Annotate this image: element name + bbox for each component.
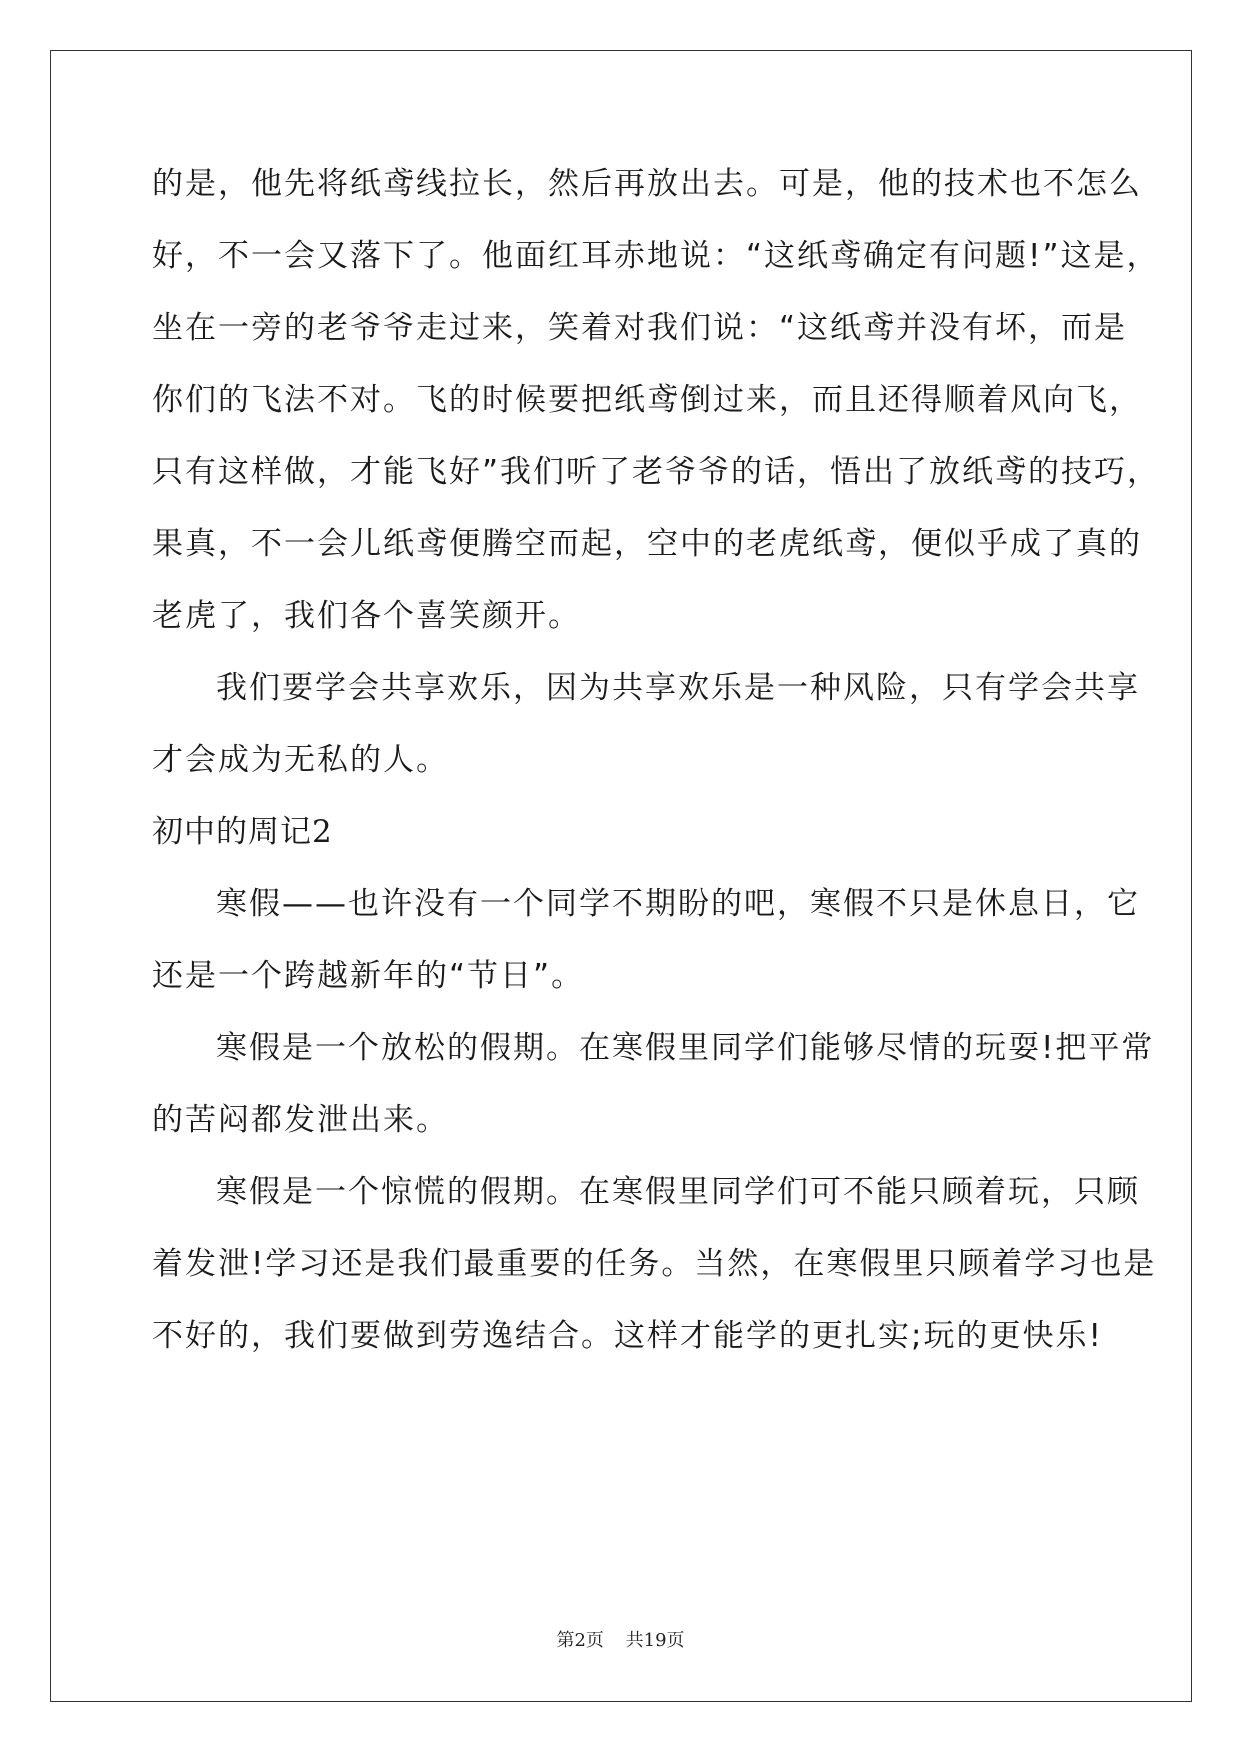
paragraph-line: 寒假是一个放松的假期。在寒假里同学们能够尽情的玩耍!把平常	[216, 1030, 1155, 1066]
paragraph-line: 不好的，我们要做到劳逸结合。这样才能学的更扎实;玩的更快乐!	[152, 1318, 1103, 1354]
section-heading: 初中的周记2	[152, 814, 333, 850]
paragraph-line: 着发泄!学习还是我们最重要的任务。当然，在寒假里只顾着学习也是	[152, 1246, 1157, 1282]
paragraph-line: 你们的飞法不对。飞的时候要把纸鸢倒过来，而且还得顺着风向飞，	[152, 382, 1142, 418]
paragraph-line: 老虎了，我们各个喜笑颜开。	[152, 598, 581, 634]
paragraph-line: 的是，他先将纸鸢线拉长，然后再放出去。可是，他的技术也不怎么	[152, 166, 1142, 202]
paragraph-line: 好，不一会又落下了。他面红耳赤地说：“这纸鸢确定有问题!”这是，	[152, 238, 1160, 274]
paragraph-line: 还是一个跨越新年的“节日”。	[152, 958, 585, 994]
paragraph-line: 的苦闷都发泄出来。	[152, 1102, 449, 1138]
paragraph-line: 才会成为无私的人。	[152, 742, 449, 778]
paragraph-line: 果真，不一会儿纸鸢便腾空而起，空中的老虎纸鸢，便似乎成了真的	[152, 526, 1142, 562]
page-number: 第2页	[556, 1630, 604, 1651]
paragraph-line: 我们要学会共享欢乐，因为共享欢乐是一种风险，只有学会共享	[216, 670, 1140, 706]
page-border	[50, 50, 1192, 1702]
paragraph-line: 坐在一旁的老爷爷走过来，笑着对我们说：“这纸鸢并没有坏，而是	[152, 310, 1128, 346]
paragraph-line: 只有这样做，才能飞好”我们听了老爷爷的话，悟出了放纸鸢的技巧，	[152, 454, 1161, 490]
paragraph-line: 寒假——也许没有一个同学不期盼的吧，寒假不只是休息日，它	[216, 886, 1140, 922]
page-footer	[0, 1626, 1241, 1652]
page-total: 共19页	[625, 1630, 685, 1651]
paragraph-line: 寒假是一个惊慌的假期。在寒假里同学们可不能只顾着玩，只顾	[216, 1174, 1140, 1210]
